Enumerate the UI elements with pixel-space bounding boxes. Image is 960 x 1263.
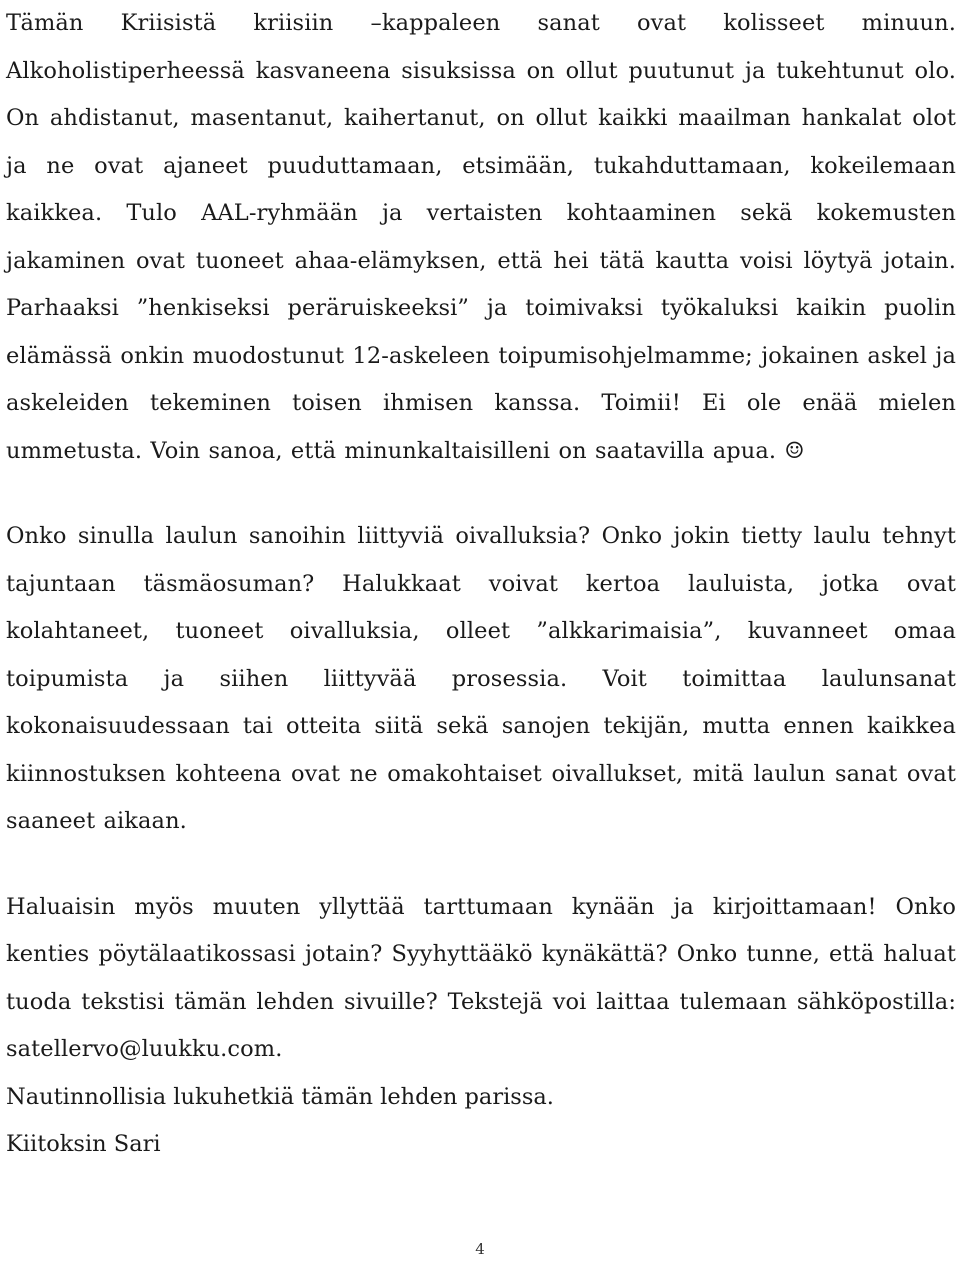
page-number: 4	[475, 1240, 485, 1258]
closing-line: Nautinnollisia lukuhetkiä tämän lehden parissa.	[6, 1083, 554, 1110]
signature: Kiitoksin Sari	[6, 1131, 161, 1157]
paragraph-intro: Tämän Kriisistä kriisiin –kappaleen sanat ovat kolisseet minuun. Alkoholistiperheessä kasvaneena sisuksissa on ollut puutunut ja tukehtunut olo. On ahdistanut, masentanut, kaihertanut, on ollut kaikki maailman hankalat olot ja ne ovat ajaneet puuduttamaan, etsimään, tukahduttamaan, kokeilemaan kaikkea. Tulo AAL-ryhmään ja vertaisten kohtaaminen sekä kokemusten jakaminen ovat tuoneet ahaa-elämyksen, että hei tätä kautta voisi löytyä jotain. Parhaaksi ”henkiseksi peräruiskeeksi” ja toimivaksi työkaluksi kaikin puolin elämässä onkin muodostunut 12-askeleen toipumisohjelmamme; jokainen askel ja askeleiden tekeminen toisen ihmisen kanssa. Toimii! Ei ole enää mielen ummetusta. Voin sanoa, että minunkaltaisilleni on saatavilla apua. ☺	[6, 10, 956, 464]
paragraph-writing-invitation: Haluaisin myös muuten yllyttää tarttumaan kynään ja kirjoittamaan! Onko kenties pöytälaatikossasi jotain? Syyhyttääkö kynäkättä? Onko tunne, että haluat tuoda tekstisi tämän lehden sivuille? Tekstejä voi laittaa tulemaan sähköpostilla: satellervo@luukku.com.	[6, 893, 956, 1062]
paragraph-song-invitation: Onko sinulla laulun sanoihin liittyviä oivalluksia? Onko jokin tietty laulu tehnyt tajuntaan täsmäosuman? Halukkaat voivat kertoa lauluista, jotka ovat kolahtaneet, tuoneet oivalluksia, olleet ”alkkarimaisia”, kuvanneet omaa toipumista ja siihen liittyvää prosessia. Voit toimittaa laulunsanat kokonaisuudessaan tai otteita siitä sekä sanojen tekijän, mutta ennen kaikkea kiinnostuksen kohteena ovat ne omakohtaiset oivallukset, mitä laulun sanat ovat saaneet aikaan.	[6, 523, 956, 834]
letter-page	[6, 0, 956, 1169]
